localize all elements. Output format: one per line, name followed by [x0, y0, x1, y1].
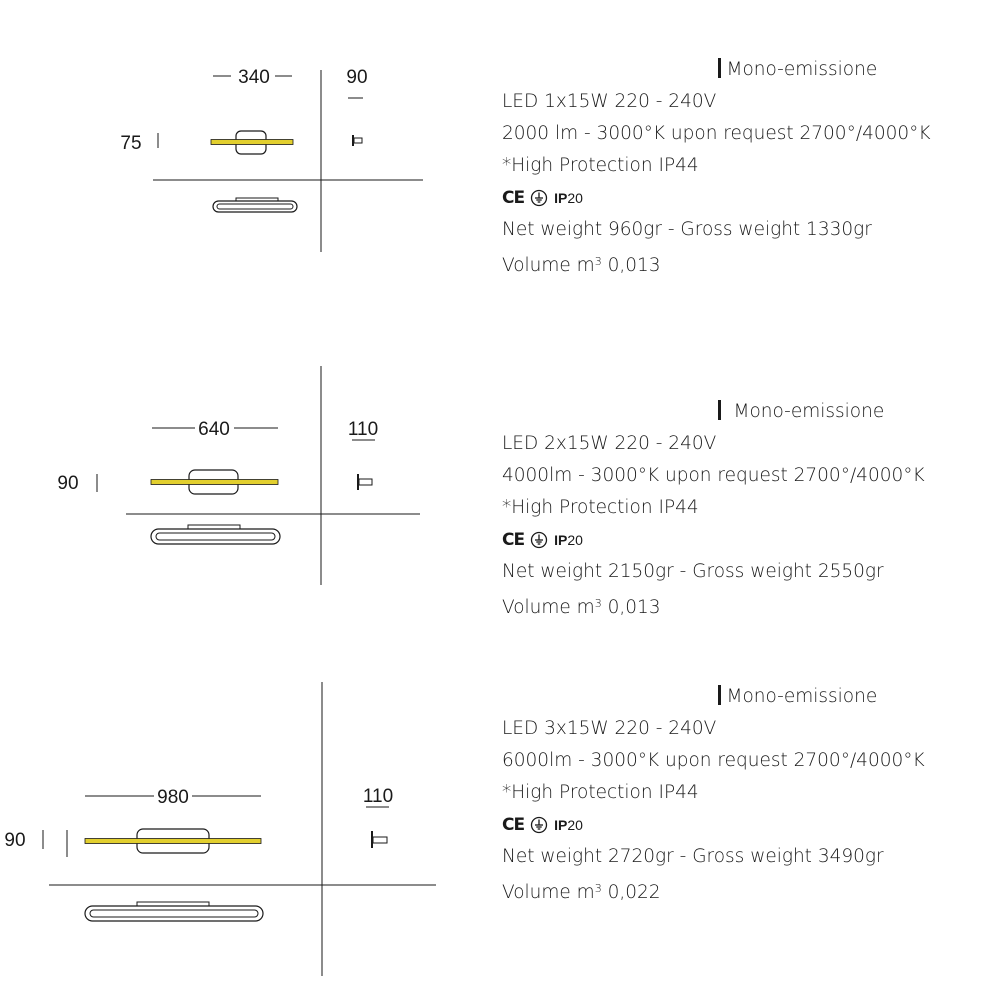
dimension-length: 980 — [157, 787, 189, 808]
dimension-depth: 110 — [362, 786, 394, 807]
earth-ground-icon — [530, 189, 548, 207]
weight-line: Net weight 960gr - Gross weight 1330gr — [502, 219, 872, 240]
top-view-outer — [85, 906, 263, 921]
ip-rating: IP20 — [554, 817, 583, 833]
top-view-inner — [90, 910, 258, 917]
power-line: LED 3x15W 220 - 240V — [502, 718, 717, 739]
volume-line: Volume $m^3$ 0,022 — [502, 882, 661, 903]
emission-row — [502, 54, 982, 86]
ce-mark-icon: CE — [502, 815, 525, 835]
spec-block-3 — [502, 681, 982, 905]
emission-label: Mono-emissione — [726, 686, 878, 707]
weight-line: Net weight 2720gr - Gross weight 3490gr — [502, 846, 884, 867]
volume-line: Volume $m^3$ 0,013 — [502, 597, 661, 618]
emission-bar-icon — [718, 58, 721, 78]
emission-bar-icon — [718, 685, 721, 705]
dimension-length: 640 — [198, 419, 230, 440]
dimension-height: 90 — [4, 830, 26, 851]
emission-bar-icon — [718, 400, 721, 420]
weight-line: Net weight 2150gr - Gross weight 2550gr — [502, 561, 884, 582]
earth-ground-icon — [530, 816, 548, 834]
dimension-length: 340 — [238, 67, 270, 88]
emission-row — [502, 396, 982, 428]
certification-row — [502, 182, 982, 214]
ip-rating: IP20 — [554, 532, 583, 548]
power-line: LED 1x15W 220 - 240V — [502, 91, 717, 112]
dimension-height: 90 — [57, 473, 79, 494]
lumen-line: 4000lm - 3000°K upon request 2700°/4000°K — [502, 465, 925, 486]
emission-label: Mono-emissione — [726, 59, 878, 80]
power-line: LED 2x15W 220 - 240V — [502, 433, 717, 454]
led-strip — [85, 839, 261, 844]
protection-line: *High Protection IP44 — [502, 497, 699, 518]
emission-row — [502, 681, 982, 713]
protection-line: *High Protection IP44 — [502, 155, 699, 176]
spec-block-1 — [502, 54, 982, 278]
spec-block-2 — [502, 396, 982, 620]
dimension-depth: 110 — [347, 419, 379, 440]
certification-row — [502, 524, 982, 556]
volume-line: Volume $m^3$ 0,013 — [502, 255, 661, 276]
ce-mark-icon: CE — [502, 188, 525, 208]
dimension-height: 75 — [120, 133, 142, 154]
earth-ground-icon — [530, 531, 548, 549]
certification-row — [502, 809, 982, 841]
ce-mark-icon: CE — [502, 530, 525, 550]
side-profile — [373, 837, 387, 843]
dimension-depth: 90 — [346, 67, 368, 88]
protection-line: *High Protection IP44 — [502, 782, 699, 803]
lumen-line: 6000lm - 3000°K upon request 2700°/4000°K — [502, 750, 925, 771]
emission-label: Mono-emissione — [733, 401, 885, 422]
lumen-line: 2000 lm - 3000°K upon request 2700°/4000°K — [502, 123, 931, 144]
ip-rating: IP20 — [554, 190, 583, 206]
